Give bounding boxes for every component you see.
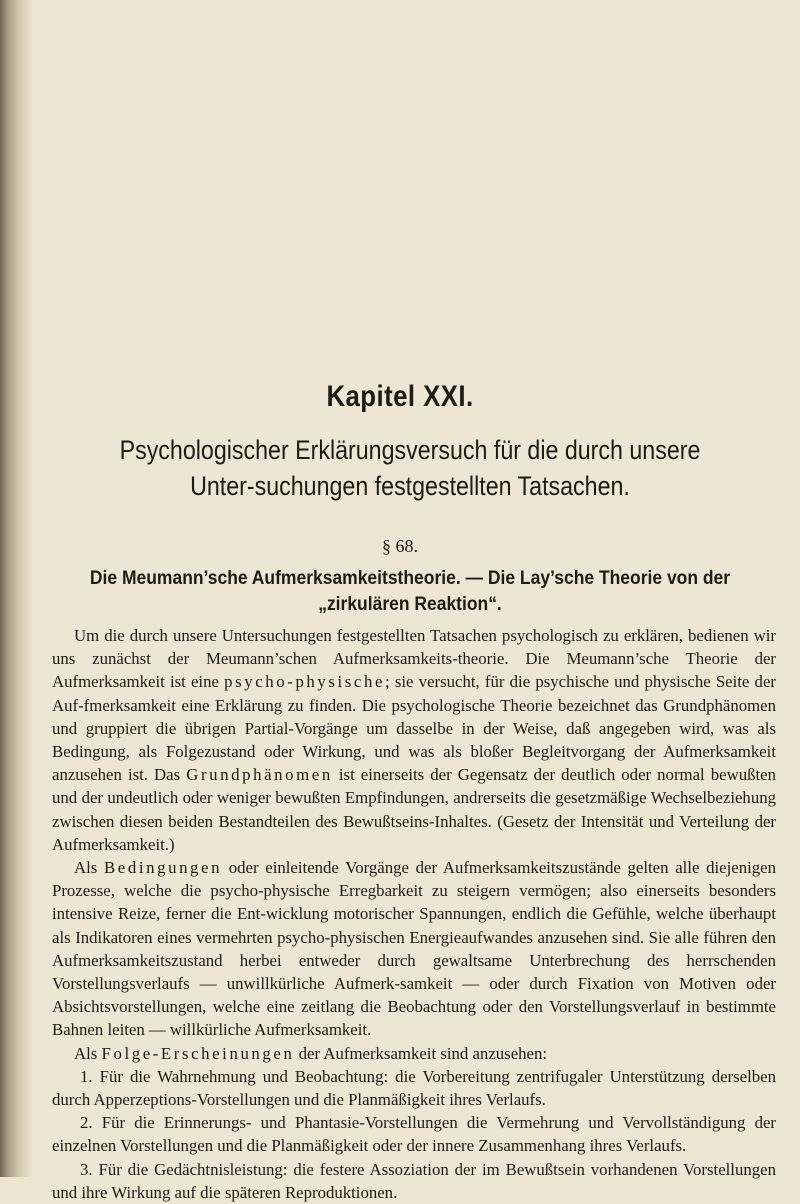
section-number: § 68. [382,536,418,556]
paragraph-3-text-c: der Aufmerksamkeit sind anzusehen: [294,1043,548,1063]
paragraph-2-text-a: Als [74,858,104,878]
list-item-3: 3. Für die Gedächtnisleistung: die festere Assoziation der im Bewußtsein vorhandenen Vorstellungen und ihre Wirkung auf die späteren Reproduktionen. [52,1159,776,1202]
emphasis-bedingungen: Bedingungen [104,858,223,878]
chapter-heading: Kapitel XXI. [326,380,474,413]
list-item-2: 2. Für die Erinnerungs- und Phantasie-Vorstellungen die Vermehrung und Vervollständigung der einzelnen Vorstellungen und die Planmäßigkeit oder der innere Zusammenhang ihres Verlaufs. [52,1113,776,1156]
paragraph-1-text-a: Um die durch unsere Untersuchungen festgestellten Tatsachen psychologisch zu erklären, bedienen wir uns zunächst der Meumann’schen Aufmerksamkeits-theorie. Die Meumann’sche Theorie der Aufmerksamkeit ist eine [52,626,776,692]
paragraph-3-text-a: Als [74,1043,102,1063]
paragraph-1-text-e: ist einerseits der Gegensatz der deutlich oder normal bewußten und der undeutlich oder weniger bewußten Empfindungen, andrerseits die gesetzmäßige Wechselbeziehung zwischen diesen beiden Bestandteilen des Bewußtseins-Inhaltes. (Gesetz der Intensität und Verteilung der Aufmerksamkeit.) [52,765,777,854]
paragraph-1 [52,624,776,856]
emphasis-grundphaenomen: Grundphänomen [186,765,333,785]
body-text [52,624,776,1204]
section-title: Die Meumann’sche Aufmerksamkeitstheorie. — Die Lay’sche Theorie von der „zirkulären Reaktion“. [89,568,731,615]
chapter-title: Psychologischer Erklärungsversuch für die durch unsere Unter-suchungen festgestellten Tatsachen. [119,435,701,501]
paragraph-1-text-c: ; sie versucht, für die psychische und physische Seite der Auf-fmerksamkeit eine Erklärung zu finden. Die psychologische Theorie bezeichnet das Grundphänomen und gruppiert die übrigen Partial-Vorgänge um dasselbe in der Weise, daß angegeben wird, was als Bedingung, als Folgezustand oder Wirkung, und was als bloßer Begleitvorgang der Aufmerksamkeit anzusehen ist. Das [52,672,776,785]
emphasis-psycho-physisch: psycho-physische [224,672,386,692]
paragraph-2 [52,856,776,1042]
emphasis-folge-erscheinungen: Folge-Erscheinungen [101,1043,295,1063]
list-item-1: 1. Für die Wahrnehmung und Beobachtung: die Vorbereitung zentrifugaler Unterstützung derselben durch Apperzeptions-Vorstellungen und die Planmäßigkeit ihres Verlaufs. [52,1066,776,1110]
paragraph-2-text-c: oder einleitende Vorgänge der Aufmerksamkeitszustände gelten alle diejenigen Prozesse, welche die psycho-physische Erregbarkeit zu steigern vermögen; also einerseits besonders intensive Reize, ferner die Ent-wicklung motorischer Spannungen, endlich die Gefühle, welche überhaupt als Indikatoren eines vermehrten psycho-physischen Energieaufwandes anzusehen sind. Sie alle führen den Aufmerksamkeitszustand herbei entweder durch gewaltsame Unterbrechung des herrschenden Vorstellungsverlaufs — unwillkürliche Aufmerk-samkeit — oder durch Fixation von Motiven oder Absichtsvorstellungen, welche eine zeitlang die Beobachtung oder den Vorstellungsverlauf in bestimmte Bahnen leiten — willkürliche Aufmerksamkeit. [52,858,776,1040]
paragraph-3 [52,1042,776,1065]
